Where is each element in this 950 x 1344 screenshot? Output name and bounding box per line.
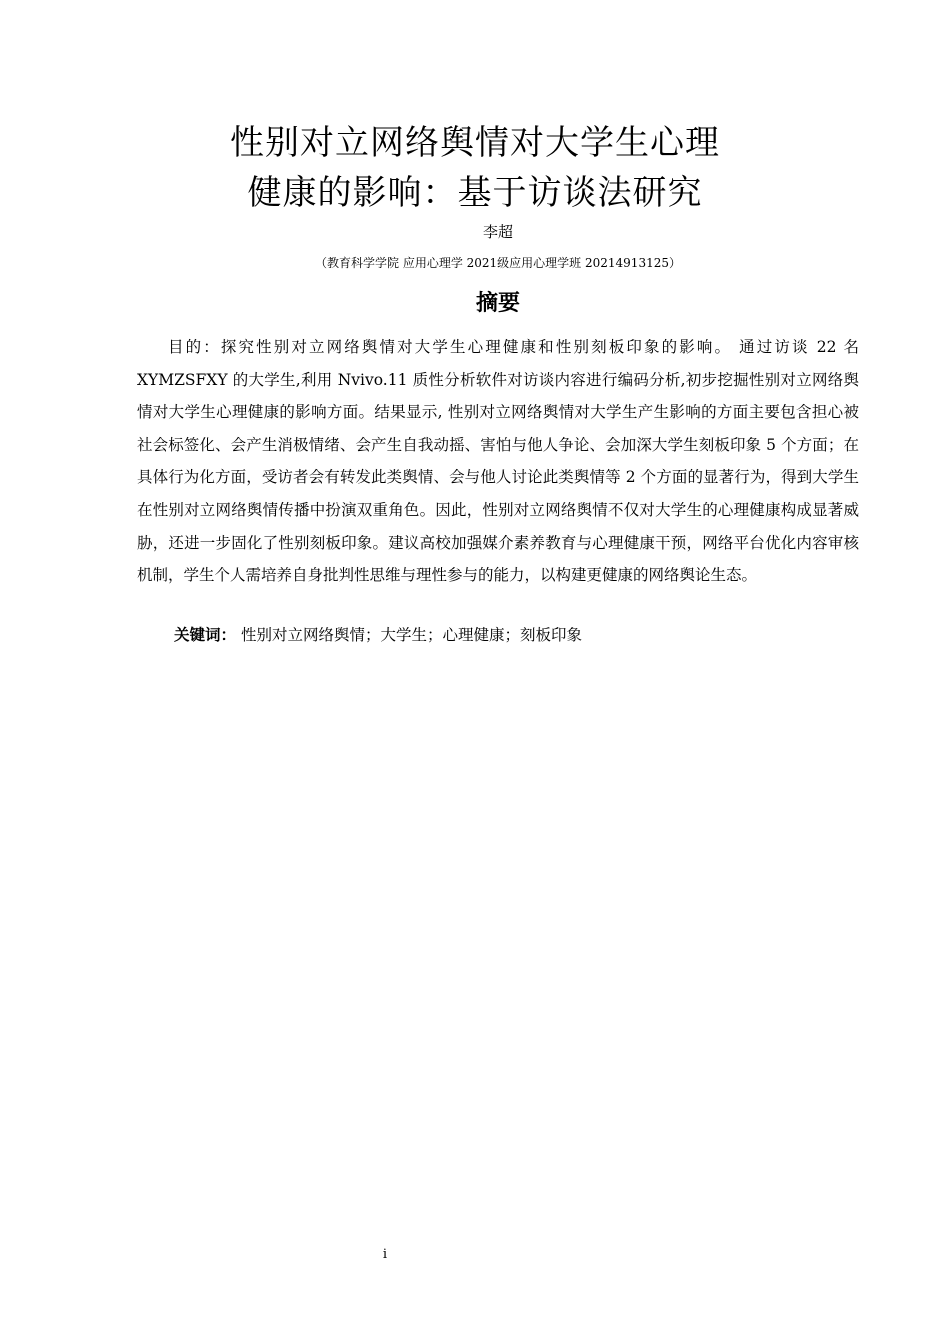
- author-name: 李超: [482, 223, 513, 241]
- paper-title-line-2: 健康的影响：基于访谈法研究: [247, 173, 703, 213]
- page-number: i: [382, 1247, 388, 1262]
- abstract-body: 目的：探究性别对立网络舆情对大学生心理健康和性别刻板印象的影响。 通过访谈 22 名 XYMZSFXY 的大学生,利用 Nvivo.11 质性分析软件对访谈内容进行编码分析,初步挖掘性别对立网络舆情对大学生心理健康的影响方面。结果显示, 性别对立网络舆情对大学生产生影响的方面主要包含担心被社会标签化、会产生消极情绪、会产生自我动摇、害怕与他人争论、会加深大学生刻板印象 5 个方面；在具体行为化方面，受访者会有转发此类舆情、会与他人讨论此类舆情等 2 个方面的显著行为，得到大学生在性别对立网络舆情传播中扮演双重角色。因此，性别对立网络舆情不仅对大学生的心理健康构成显著威胁，还进一步固化了性别刻板印象。建议高校加强媒介素养教育与心理健康干预，网络平台优化内容审核机制，学生个人需培养自身批判性思维与理性参与的能力，以构建更健康的网络舆论生态。: [137, 338, 859, 585]
- paper-title: [0, 118, 950, 218]
- keywords-label: 关键词：: [174, 626, 237, 644]
- abstract-heading: 摘要: [475, 291, 520, 316]
- author-affiliation: （教育科学学院 应用心理学 2021级应用心理学班 20214913125）: [315, 256, 681, 270]
- paper-title-line-1: 性别对立网络舆情对大学生心理: [230, 123, 720, 163]
- keywords-text: 性别对立网络舆情；大学生；心理健康；刻板印象: [236, 626, 582, 644]
- keywords-line: [174, 620, 859, 650]
